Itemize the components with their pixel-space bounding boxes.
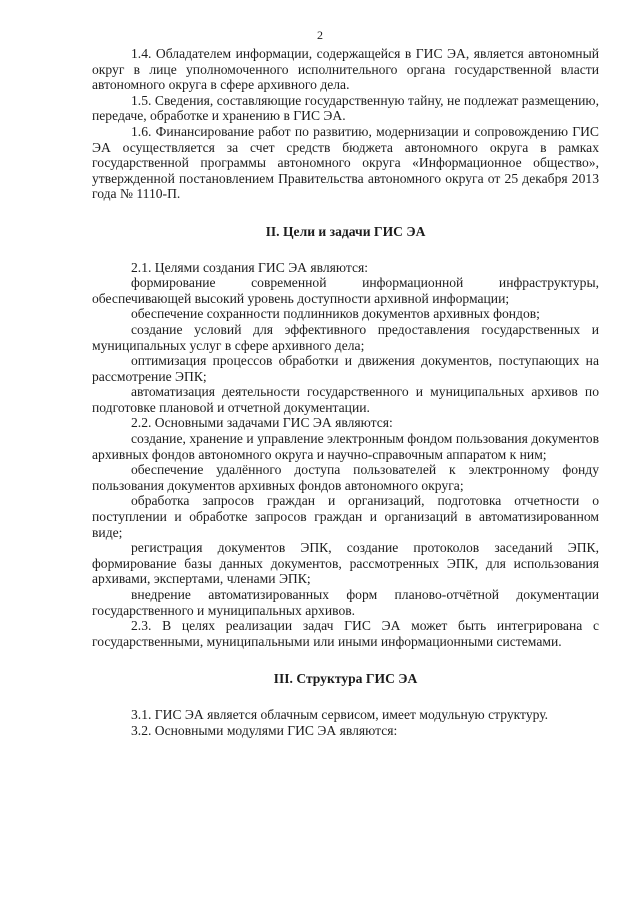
paragraph-2-3: 2.3. В целях реализации задач ГИС ЭА может быть интегрирована с государственными, муниципальными или иными информационными системами. [92, 618, 599, 649]
goal-item: формирование современной информационной инфраструктуры, обеспечивающей высокий уровень доступности архивной информации; [92, 275, 599, 306]
goal-item: обеспечение сохранности подлинников документов архивных фондов; [131, 306, 540, 322]
paragraph-1-5: 1.5. Сведения, составляющие государственную тайну, не подлежат размещению, передаче, обработке и хранению в ГИС ЭА. [92, 92, 599, 124]
task-item: внедрение автоматизированных форм планово-отчётной документации государственного и муниципальных архивов. [92, 587, 599, 618]
goal-item: создание условий для эффективного предоставления государственных и муниципальных услуг в сфере архивного дела; [92, 321, 599, 353]
paragraph-3-1: 3.1. ГИС ЭА является облачным сервисом, имеет модульную структуру. [131, 706, 549, 722]
section-2-heading: II. Цели и задачи ГИС ЭА [265, 223, 426, 239]
task-item: создание, хранение и управление электронным фондом пользования документов архивных фондов автономного округа и научно-справочным аппаратом к ним; [92, 431, 599, 462]
paragraph-2-1: 2.1. Целями создания ГИС ЭА являются: [131, 259, 369, 275]
task-item: обработка запросов граждан и организаций, подготовка отчетности о поступлении и обработке запросов граждан и организаций в автоматизированном виде; [92, 493, 599, 540]
goal-item: автоматизация деятельности государственного и муниципальных архивов по подготовке плановой и отчетной документации. [92, 384, 599, 415]
task-item: регистрация документов ЭПК, создание протоколов заседаний ЭПК, формирование базы данных документов, рассмотренных ЭПК, для использования архивами, экспертами, членами ЭПК; [92, 540, 599, 587]
paragraph-1-6: 1.6. Финансирование работ по развитию, модернизации и сопровождению ГИС ЭА осуществляется за счет средств бюджета автономного округа в рамках государственной программы автономного округа «Информационное общество», утвержденной постановлением Правительства автономного округа от 25 декабря 2013 года № 1110-П. [92, 123, 599, 202]
paragraph-3-2: 3.2. Основными модулями ГИС ЭА являются: [131, 722, 398, 738]
document-body [92, 46, 599, 738]
paragraph-2-2: 2.2. Основными задачами ГИС ЭА являются: [131, 415, 393, 431]
task-item: обеспечение удалённого доступа пользователей к электронному фонду пользования документов архивных фондов автономного округа; [92, 462, 599, 493]
page-number: 2 [317, 28, 323, 42]
goal-item: оптимизация процессов обработки и движения документов, поступающих на рассмотрение ЭПК; [92, 353, 599, 384]
section-3-heading: III. Структура ГИС ЭА [273, 671, 418, 687]
paragraph-1-4: 1.4. Обладателем информации, содержащейся в ГИС ЭА, является автономный округ в лице уполномоченного исполнительного органа государственной власти автономного округа в сфере архивного дела. [92, 46, 599, 93]
